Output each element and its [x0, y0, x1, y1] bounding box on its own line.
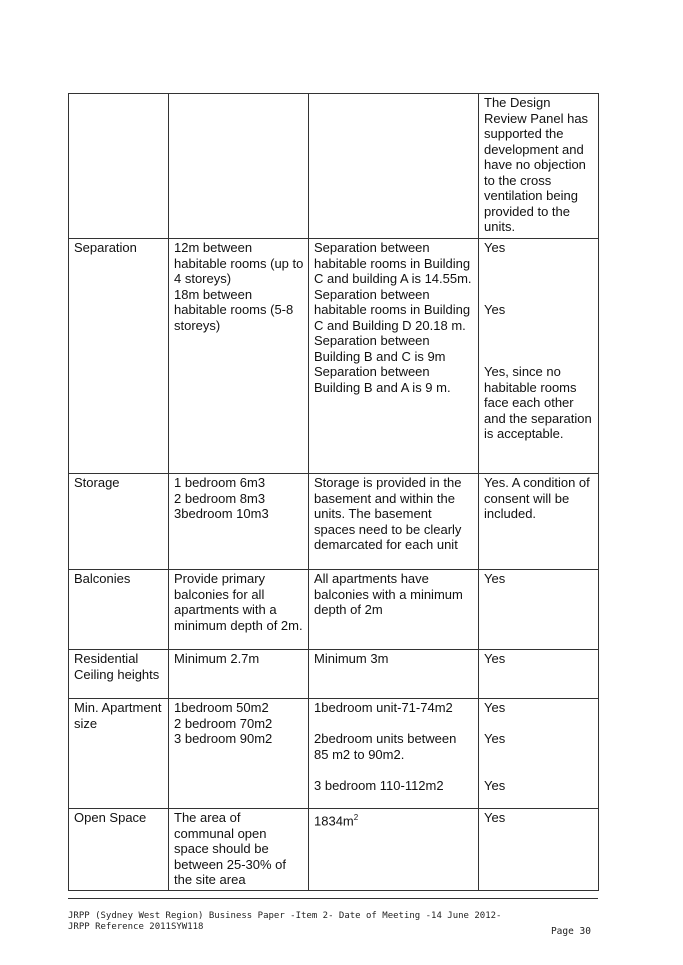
compliance-text: Yes	[484, 777, 506, 793]
footer-divider	[68, 898, 598, 899]
control-cell: 1 bedroom 6m3 2 bedroom 8m3 3bedroom 10m3	[169, 474, 309, 570]
compliance-cell: The Design Review Panel has supported the development and have no objection to the cross ventilation being provided to the units.	[479, 94, 599, 239]
compliance-text: Yes	[484, 700, 506, 715]
table-row	[69, 239, 599, 474]
compliance-text: Yes	[484, 302, 506, 317]
proposal-cell	[309, 699, 479, 809]
criterion-cell: Residential Ceiling heights	[69, 650, 169, 699]
proposal-cell: Storage is provided in the basement and within the units. The basement spaces need to be clearly demarcated for each unit	[309, 474, 479, 570]
criterion-cell: Min. Apartment size	[69, 699, 169, 809]
table-row	[69, 699, 599, 809]
proposal-cell: All apartments have balconies with a minimum depth of 2m	[309, 570, 479, 650]
footer	[68, 911, 501, 933]
criterion-cell: Storage	[69, 474, 169, 570]
proposal-text: Separation between habitable rooms in Building C and building A is 14.55m.	[314, 240, 472, 286]
control-cell	[169, 94, 309, 239]
footer-line: JRPP Reference 2011SYW118	[68, 922, 204, 932]
page-number: Page 30	[550, 926, 591, 937]
compliance-cell: Yes	[479, 650, 599, 699]
compliance-cell: Yes	[479, 570, 599, 650]
proposal-text: Separation between habitable rooms in Building C and Building D 20.18 m.	[314, 286, 471, 333]
footer-line: JRPP (Sydney West Region) Business Paper -Item 2- Date of Meeting -14 June 2012-	[68, 911, 502, 921]
criterion-cell: Balconies	[69, 570, 169, 650]
proposal-cell	[309, 239, 479, 474]
proposal-cell	[309, 809, 479, 891]
proposal-text: 2bedroom units between 85 m2 to 90m2.	[314, 731, 457, 762]
proposal-text: 1bedroom unit-71-74m2	[314, 700, 453, 715]
control-cell: 1bedroom 50m2 2 bedroom 70m2 3 bedroom 90m2	[169, 699, 309, 809]
control-cell: Provide primary balconies for all apartments with a minimum depth of 2m.	[169, 570, 309, 650]
compliance-text: Yes, since no habitable rooms face each other and the separation is acceptable.	[484, 364, 592, 441]
superscript: 2	[353, 813, 359, 822]
assessment-table	[68, 93, 599, 891]
table-row	[69, 570, 599, 650]
proposal-cell	[309, 94, 479, 239]
criterion-cell	[69, 94, 169, 239]
compliance-text: Yes	[484, 731, 506, 746]
proposal-text: 1834m	[314, 813, 354, 829]
compliance-text: Yes	[484, 240, 506, 255]
control-cell: Minimum 2.7m	[169, 650, 309, 699]
compliance-cell: Yes. A condition of consent will be included.	[479, 474, 599, 570]
table-row	[69, 809, 599, 891]
criterion-cell: Separation	[69, 239, 169, 474]
criterion-cell: Open Space	[69, 809, 169, 891]
table-row	[69, 650, 599, 699]
proposal-cell: Minimum 3m	[309, 650, 479, 699]
compliance-cell	[479, 699, 599, 809]
control-cell: 12m between habitable rooms (up to 4 storeys) 18m between habitable rooms (5-8 storeys)	[169, 239, 309, 474]
control-cell: The area of communal open space should be between 25-30% of the site area	[169, 809, 309, 891]
compliance-cell: Yes	[479, 809, 599, 891]
proposal-text: Separation between Building B and C is 9m	[314, 333, 446, 364]
compliance-cell	[479, 239, 599, 474]
table-row	[69, 94, 599, 239]
proposal-text: 3 bedroom 110-112m2	[314, 777, 444, 793]
table-row	[69, 474, 599, 570]
proposal-text: Separation between Building B and A is 9 m.	[314, 364, 451, 395]
